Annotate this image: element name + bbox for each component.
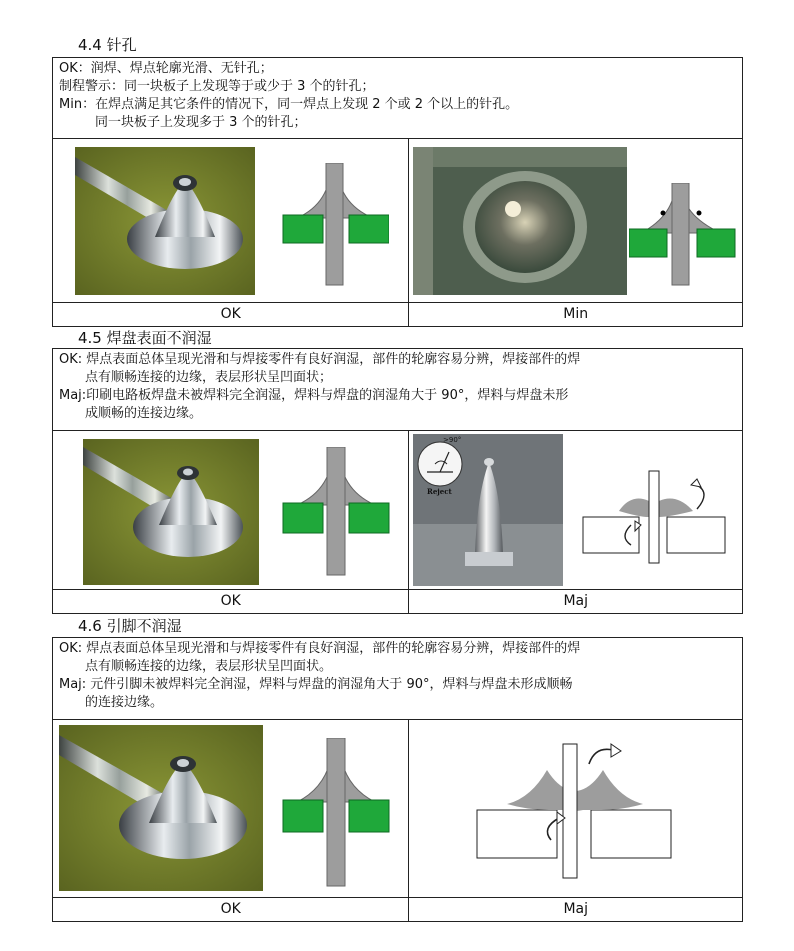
criteria-line: 点有顺畅连接的边缘，表层形状呈凹面状；: [85, 370, 333, 385]
cross-section-diagram-ok: [279, 447, 391, 577]
pinhole-photo: [413, 147, 627, 295]
criteria-line: OK: 焊点表面总体呈现光滑和与焊接零件有良好润湿，部件的轮廓容易分辨，焊接部件的焊: [59, 352, 581, 367]
cross-section-diagram-maj: [579, 465, 739, 565]
cross-section-diagram-min: [629, 183, 739, 289]
caption-ok: OK: [53, 590, 409, 614]
criteria-line: Min：在焊点满足其它条件的情况下，同一焊点上发现 2 个或 2 个以上的针孔。: [59, 97, 519, 112]
figure-cell-ok: [53, 139, 409, 302]
section-title-4-4: 4.4 针孔: [78, 36, 137, 54]
angle-label: >90°: [443, 436, 462, 444]
figure-table-4-6: [52, 719, 743, 922]
criteria-box-4-4: [52, 57, 743, 139]
reject-label: Reject: [427, 487, 453, 496]
non-wetted-pad-photo: [413, 434, 563, 586]
solder-joint-photo: [59, 725, 263, 891]
cross-section-diagram-ok: [279, 163, 389, 289]
caption-min: Min: [563, 306, 589, 322]
figure-cell-maj: [409, 431, 742, 589]
solder-joint-photo: [75, 147, 255, 295]
caption-ok: OK: [53, 898, 409, 922]
criteria-line: 成顺畅的连接边缘。: [85, 406, 203, 421]
criteria-line: 同一块板子上发现多于 3 个的针孔；: [95, 115, 307, 130]
cross-section-diagram-maj: [471, 740, 681, 882]
criteria-box-4-6: [52, 637, 743, 720]
figure-table-4-5: [52, 430, 743, 614]
criteria-box-4-5: [52, 348, 743, 431]
criteria-line: Maj: 元件引脚未被焊料完全润湿，焊料与焊盘的润湿角大于 90°，焊料与焊盘未形成顺畅: [59, 677, 573, 692]
caption-ok: OK: [53, 303, 409, 327]
criteria-line: 点有顺畅连接的边缘，表层形状呈凹面状。: [85, 659, 333, 674]
caption-maj: Maj: [563, 901, 588, 917]
figure-cell-ok: [53, 720, 409, 897]
figure-cell-ok: [53, 431, 409, 589]
figure-table-4-4: [52, 138, 743, 327]
cross-section-diagram-ok: [279, 738, 391, 888]
criteria-line: 制程警示：同一块板子上发现等于或少于 3 个的针孔；: [59, 79, 375, 94]
solder-joint-photo: [83, 439, 259, 585]
criteria-line: OK：润焊、焊点轮廓光滑、无针孔；: [59, 61, 273, 76]
section-title-4-6: 4.6 引脚不润湿: [78, 617, 182, 635]
criteria-line: 的连接边缘。: [85, 695, 164, 710]
caption-maj: Maj: [563, 593, 588, 609]
criteria-line: Maj:印刷电路板焊盘未被焊料完全润湿，焊料与焊盘的润湿角大于 90°，焊料与焊盘未形: [59, 388, 569, 403]
criteria-line: OK: 焊点表面总体呈现光滑和与焊接零件有良好润湿，部件的轮廓容易分辨，焊接部件的焊: [59, 641, 581, 656]
section-title-4-5: 4.5 焊盘表面不润湿: [78, 329, 212, 347]
figure-cell-min: [409, 139, 742, 302]
figure-cell-maj: [409, 720, 742, 897]
